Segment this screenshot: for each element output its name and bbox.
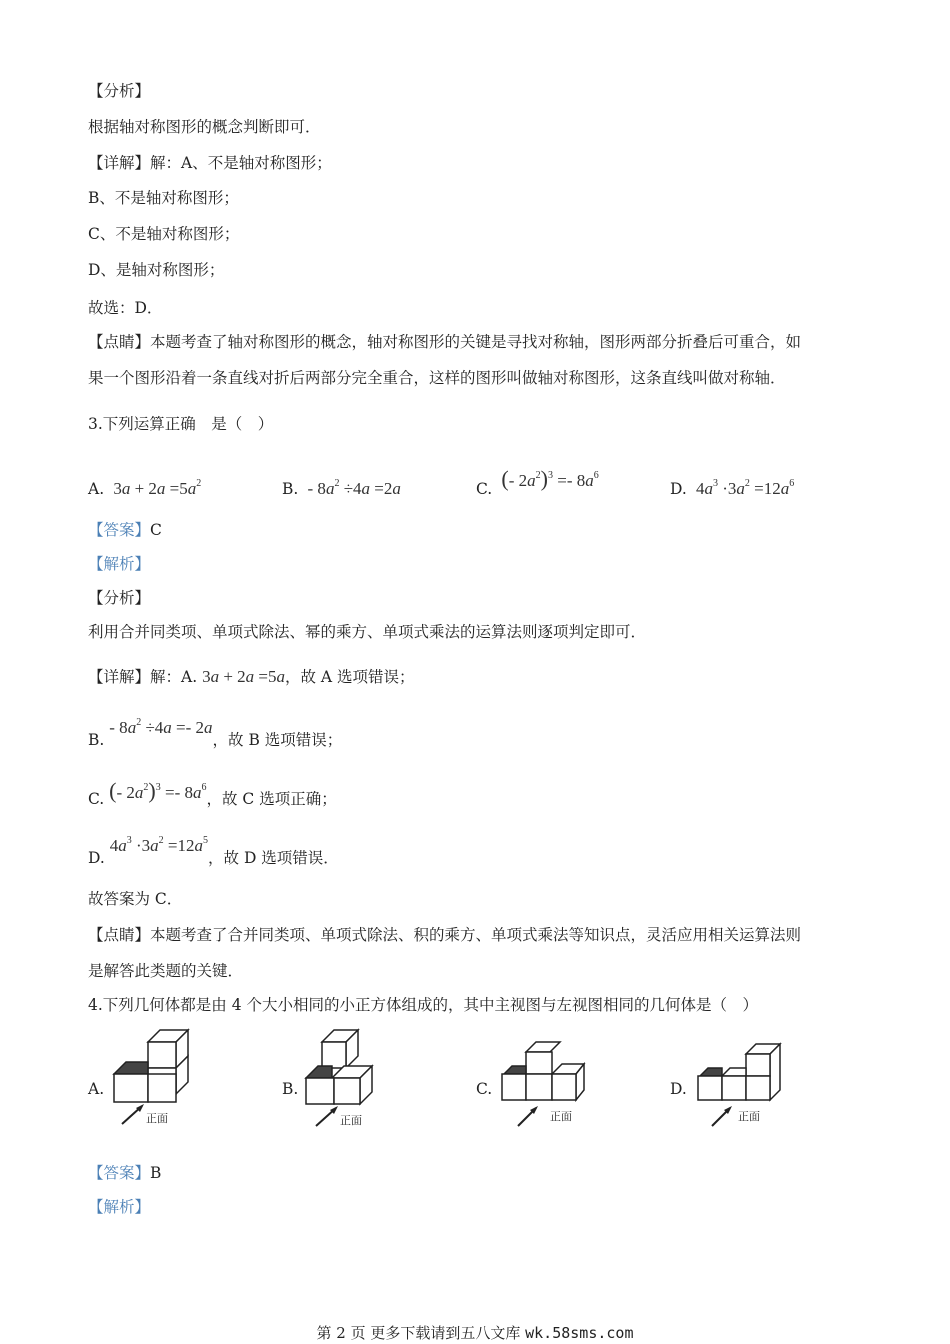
q3-detail-c-suffix: ，故 C 选项正确； xyxy=(206,790,337,808)
q4-jiexi-label: 【解析】 xyxy=(88,1198,151,1216)
q3-option-a-formula: $3a + 2a =5a^2$ xyxy=(109,478,202,498)
q2-detail-line3: C、不是轴对称图形； xyxy=(88,225,240,243)
q3-detail-a-suffix: ，故 A 选项错误； xyxy=(285,668,415,686)
q4-option-c-label: C. xyxy=(476,1080,493,1098)
q3-detail-b-formula: - $8a^2 \div 4a =- 2a$ xyxy=(109,717,213,737)
page-footer xyxy=(0,1322,950,1343)
q3-option-c-label: C. xyxy=(476,480,493,498)
q3-detail-d-label: D. xyxy=(88,849,105,867)
q3-answer-value: C xyxy=(150,521,162,539)
footer-site-link[interactable]: wk.58sms.com xyxy=(525,1324,634,1342)
q3-option-b-formula: - $8a^2 \div 4a =2a$ xyxy=(303,478,401,498)
q4-stem: 4.下列几何体都是由 4 个大小相同的小正方体组成的，其中主视图与左视图相同的几何体是（ ） xyxy=(88,996,759,1014)
q3-option-c-formula: (- $2a^2)^3 =- 8a^6$ xyxy=(501,466,599,491)
q3-detail-b-label: B. xyxy=(88,731,105,749)
q3-detail-a xyxy=(88,666,415,688)
q3-option-b xyxy=(282,473,401,500)
q3-option-d-label: D. xyxy=(670,480,687,498)
q3-answer xyxy=(88,519,162,541)
q3-detail-b xyxy=(88,717,343,751)
q3-stem: 3.下列运算正确 是（ ） xyxy=(88,415,274,433)
q3-detail-c-label: C. xyxy=(88,790,105,808)
q2-analysis-text: 根据轴对称图形的概念判断即可． xyxy=(88,118,321,136)
q4-figure-c-front-label: 正面 xyxy=(550,1110,572,1123)
q3-option-a-label: A. xyxy=(88,480,105,498)
q2-detail-line4: D、是轴对称图形； xyxy=(88,261,225,279)
q3-detail-d xyxy=(88,835,339,869)
q4-option-b-label: B. xyxy=(282,1080,299,1098)
q4-option-d-label: D. xyxy=(670,1080,687,1098)
q3-detail-c-formula: (- $2a^2)^3 =- 8a^6$ xyxy=(109,778,207,803)
q3-analysis-text: 利用合并同类项、单项式除法、幂的乘方、单项式乘法的运算法则逐项判定即可． xyxy=(88,623,647,641)
q3-option-d-formula: $4a^3 \cdot 3a^2 =12a^6$ xyxy=(691,478,795,498)
q2-comment-line1: 【点睛】本题考查了轴对称图形的概念，轴对称图形的关键是寻找对称轴，图形两部分折叠后可重合，如 xyxy=(88,333,802,351)
q4-answer-value: B xyxy=(150,1164,162,1182)
q2-detail-line1: 【详解】解：A、不是轴对称图形； xyxy=(88,154,332,172)
q2-choice: 故选：D． xyxy=(88,299,163,317)
q4-answer-label: 【答案】 xyxy=(88,1164,151,1182)
q4-figure-a xyxy=(108,1026,208,1132)
q3-answer-label: 【答案】 xyxy=(88,521,151,539)
q3-option-a xyxy=(88,473,201,500)
q4-figure-d-front-label: 正面 xyxy=(738,1110,760,1123)
q3-analysis-label: 【分析】 xyxy=(88,589,151,607)
q2-detail-line2: B、不是轴对称图形； xyxy=(88,189,239,207)
q3-option-d xyxy=(670,473,794,500)
q3-detail-prefix: 【详解】解：A. xyxy=(88,668,198,686)
q3-option-b-label: B. xyxy=(282,480,299,498)
q4-figure-a-front-label: 正面 xyxy=(146,1112,168,1125)
q4-figure-c xyxy=(498,1030,598,1134)
q3-detail-d-formula: $4a^3 \cdot 3a^2 =12a^5$ xyxy=(109,835,209,855)
q3-comment-line2: 是解答此类题的关键． xyxy=(88,962,244,980)
q3-detail-b-suffix: ，故 B 选项错误； xyxy=(212,731,343,749)
q3-comment-line1: 【点睛】本题考查了合并同类项、单项式除法、积的乘方、单项式乘法等知识点，灵活应用相关运算法则 xyxy=(88,926,802,944)
q4-figure-d xyxy=(694,1030,794,1134)
footer-text: 第 2 页 更多下载请到五八文库 xyxy=(316,1324,521,1342)
q2-comment-line2: 果一个图形沿着一条直线对折后两部分完全重合，这样的图形叫做轴对称图形，这条直线叫做对称轴． xyxy=(88,369,786,387)
q3-jiexi-label: 【解析】 xyxy=(88,555,151,573)
q4-figure-b xyxy=(302,1026,402,1132)
q3-detail-c xyxy=(88,778,337,810)
q3-conclusion: 故答案为 C． xyxy=(88,890,183,908)
q4-option-a-label: A. xyxy=(88,1080,105,1098)
q4-figure-b-front-label: 正面 xyxy=(340,1114,362,1127)
q3-detail-d-suffix: ，故 D 选项错误． xyxy=(208,849,339,867)
q3-detail-a-formula: 3a + 2a =5a xyxy=(202,667,285,686)
q2-analysis-label: 【分析】 xyxy=(88,82,151,100)
q3-option-c xyxy=(476,466,599,500)
q4-answer xyxy=(88,1162,161,1184)
